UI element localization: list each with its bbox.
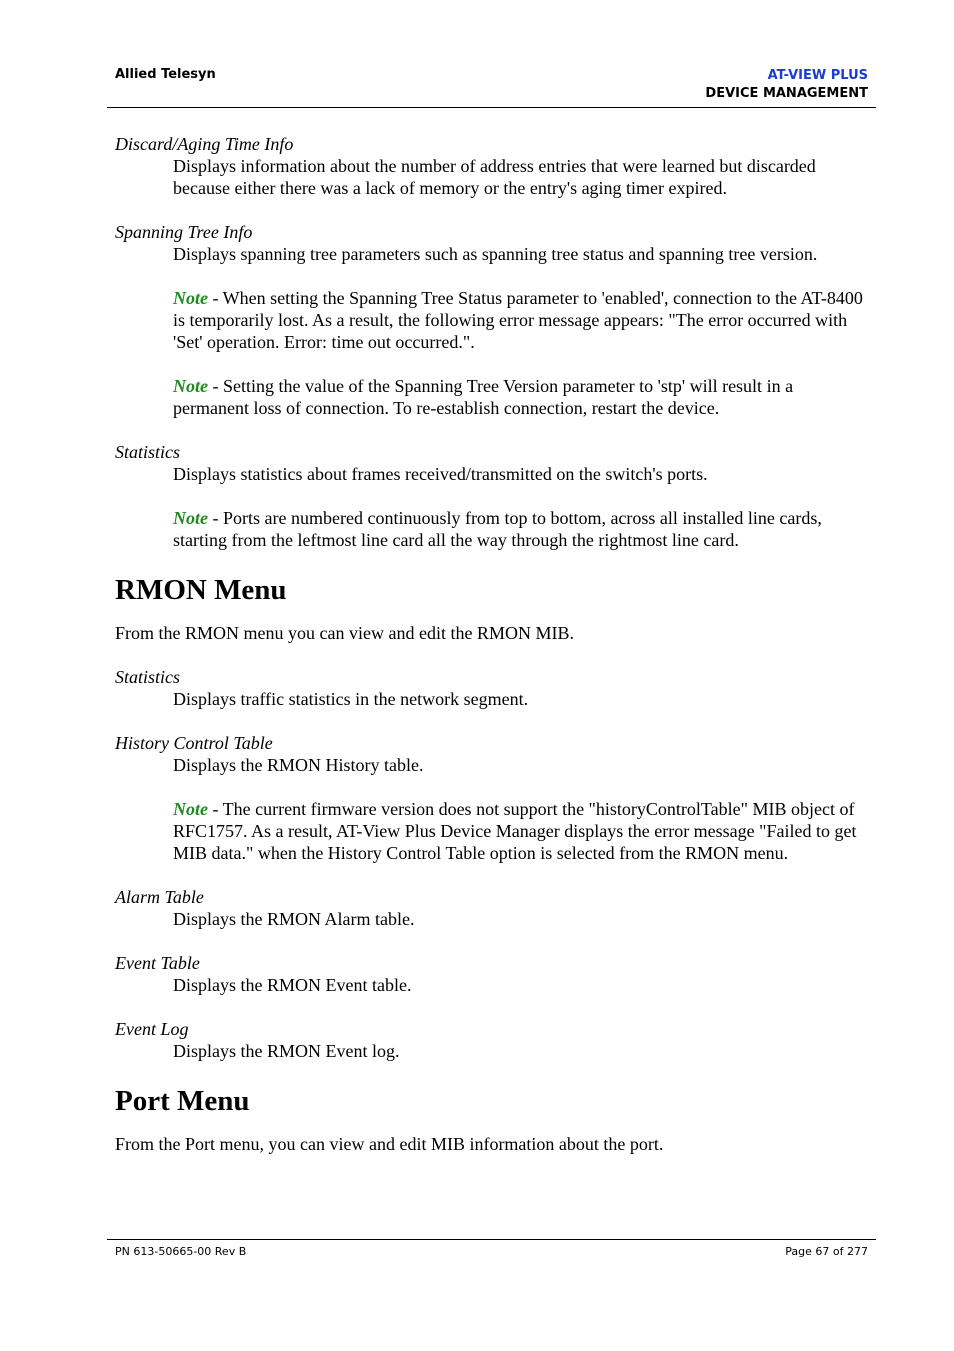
term-discard-aging: Discard/Aging Time Info bbox=[115, 134, 294, 154]
page-content bbox=[115, 133, 871, 1155]
note-label: Note bbox=[173, 288, 208, 308]
port-intro: From the Port menu, you can view and edit MIB information about the port. bbox=[115, 1134, 664, 1154]
header-rule bbox=[107, 107, 876, 108]
term-alarm-table: Alarm Table bbox=[115, 887, 204, 907]
header-product: AT-VIEW PLUS bbox=[767, 68, 868, 83]
desc-statistics: Displays statistics about frames received/transmitted on the switch's ports. bbox=[173, 464, 708, 484]
note-label: Note bbox=[173, 799, 208, 819]
note-history bbox=[173, 798, 871, 864]
footer-part-number: PN 613-50665-00 Rev B bbox=[115, 1245, 247, 1258]
term-history-control: History Control Table bbox=[115, 733, 273, 753]
term-statistics: Statistics bbox=[115, 442, 181, 462]
header-section: DEVICE MANAGEMENT bbox=[705, 86, 868, 101]
note-label: Note bbox=[173, 376, 208, 396]
footer-rule bbox=[107, 1239, 876, 1240]
note-label: Note bbox=[173, 508, 208, 528]
desc-event-table: Displays the RMON Event table. bbox=[173, 975, 412, 995]
term-rmon-statistics: Statistics bbox=[115, 667, 181, 687]
desc-event-log: Displays the RMON Event log. bbox=[173, 1041, 400, 1061]
note-text: - When setting the Spanning Tree Status parameter to 'enabled', connection to the AT-8400 is temporarily lost. As a result, the following error message appears: "The error occurred with 'Set' operation. Error: time out occurred.". bbox=[173, 288, 863, 352]
desc-alarm-table: Displays the RMON Alarm table. bbox=[173, 909, 415, 929]
note-text: - The current firmware version does not support the "historyControlTable" MIB object of RFC1757. As a result, AT-View Plus Device Manager displays the error message "Failed to get MIB data." when the History Control Table option is selected from the RMON menu. bbox=[173, 799, 857, 863]
desc-history-control: Displays the RMON History table. bbox=[173, 755, 424, 775]
term-event-log: Event Log bbox=[115, 1019, 189, 1039]
header-title-block bbox=[705, 67, 868, 103]
note-spanning-version bbox=[173, 375, 871, 419]
heading-port-menu: Port Menu bbox=[115, 1085, 250, 1117]
note-ports bbox=[173, 507, 871, 551]
desc-rmon-statistics: Displays traffic statistics in the network segment. bbox=[173, 689, 529, 709]
footer-page-number: Page 67 of 277 bbox=[785, 1245, 868, 1258]
header-company: Allied Telesyn bbox=[115, 67, 216, 82]
note-spanning-status bbox=[173, 287, 871, 353]
note-text: - Setting the value of the Spanning Tree Version parameter to 'stp' will result in a permanent loss of connection. To re-establish connection, restart the device. bbox=[173, 376, 794, 418]
desc-spanning-tree: Displays spanning tree parameters such as spanning tree status and spanning tree version. bbox=[173, 244, 818, 264]
desc-discard-aging: Displays information about the number of address entries that were learned but discarded because either there was a lack of memory or the entry's aging timer expired. bbox=[173, 156, 816, 198]
rmon-intro: From the RMON menu you can view and edit the RMON MIB. bbox=[115, 623, 574, 643]
note-text: - Ports are numbered continuously from top to bottom, across all installed line cards, starting from the leftmost line card all the way through the rightmost line card. bbox=[173, 508, 822, 550]
term-spanning-tree: Spanning Tree Info bbox=[115, 222, 253, 242]
term-event-table: Event Table bbox=[115, 953, 200, 973]
heading-rmon-menu: RMON Menu bbox=[115, 574, 287, 606]
